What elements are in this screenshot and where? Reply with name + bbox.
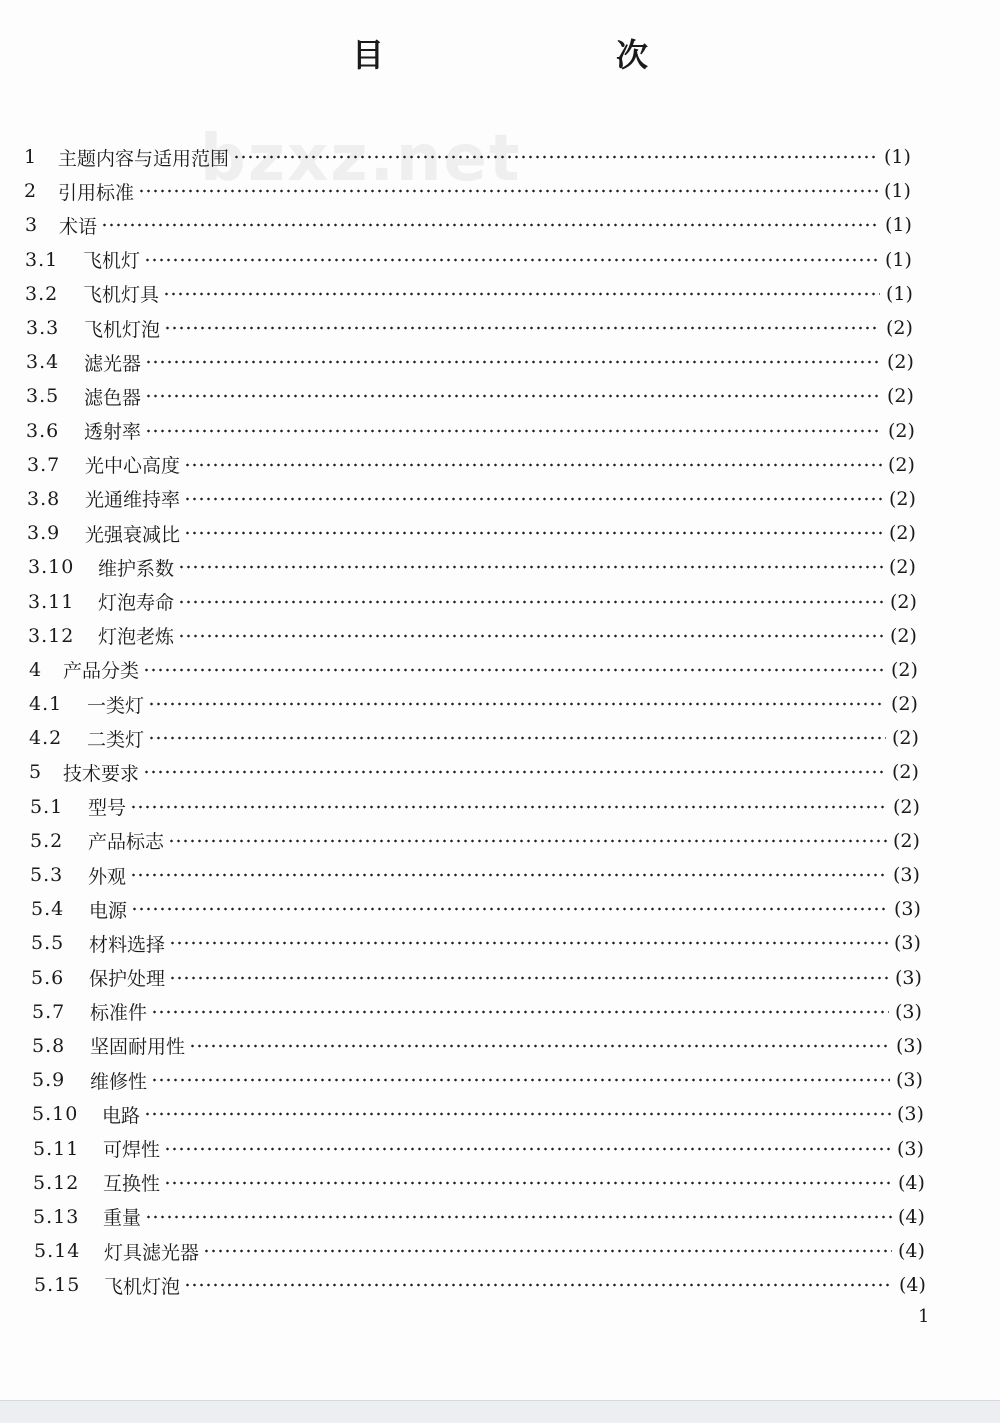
toc-leader-dots xyxy=(184,463,882,467)
toc-entry xyxy=(0,311,1000,345)
toc-entry-page: (1) xyxy=(885,214,912,237)
toc-entry-label: 光强衰减比 xyxy=(85,523,181,546)
toc-entry xyxy=(0,1200,1000,1234)
toc-entry-label: 滤色器 xyxy=(84,386,142,409)
toc-entry-number: 5.8 xyxy=(32,1034,66,1057)
toc-leader-dots xyxy=(148,702,885,706)
toc-entry-label: 产品标志 xyxy=(88,831,165,854)
toc-entry-label: 外观 xyxy=(88,865,127,888)
toc-entry-page: (2) xyxy=(889,487,916,510)
toc-entry xyxy=(0,1268,1000,1302)
toc-entry-label: 互换性 xyxy=(103,1173,161,1196)
toc-entry-page: (2) xyxy=(892,761,919,784)
toc-leader-dots xyxy=(169,976,889,980)
toc-entry-label: 主题内容与适用范围 xyxy=(58,147,230,170)
toc-entry-page: (3) xyxy=(897,1137,924,1160)
toc-entry xyxy=(0,379,1000,413)
toc-entry xyxy=(0,1234,1000,1268)
toc-entry-number: 3.12 xyxy=(28,624,75,647)
toc-leader-dots xyxy=(168,839,887,843)
toc-entry-label: 维护系数 xyxy=(98,557,175,580)
toc-entry xyxy=(0,619,1000,653)
toc-entry xyxy=(0,824,1000,858)
toc-entry-page: (2) xyxy=(888,419,915,442)
toc-entry-label: 飞机灯泡 xyxy=(104,1275,181,1298)
toc-entry-page: (3) xyxy=(895,966,922,989)
toc-entry-label: 透射率 xyxy=(84,421,142,444)
toc-entry-page: (2) xyxy=(887,351,914,374)
toc-entry-number: 2 xyxy=(24,180,38,203)
toc-entry-number: 5.11 xyxy=(33,1137,80,1160)
toc-entry-label: 飞机灯泡 xyxy=(84,318,161,341)
toc-leader-dots xyxy=(130,805,887,809)
toc-entry-page: (2) xyxy=(893,795,920,818)
toc-entry-number: 3 xyxy=(25,214,39,237)
toc-entry-page: (3) xyxy=(894,898,921,921)
toc-leader-dots xyxy=(164,326,880,330)
toc-entry xyxy=(0,448,1000,482)
toc-entry-page: (3) xyxy=(893,864,920,887)
toc-entry xyxy=(0,858,1000,892)
toc-entry-page: (4) xyxy=(898,1171,925,1194)
toc-entry-page: (2) xyxy=(887,385,914,408)
toc-entry-page: (2) xyxy=(886,317,913,340)
toc-entry-page: (4) xyxy=(899,1274,926,1297)
page-number: 1 xyxy=(918,1306,930,1327)
toc-entry xyxy=(0,277,1000,311)
toc-leader-dots xyxy=(131,907,888,911)
toc-entry xyxy=(0,584,1000,618)
toc-entry xyxy=(0,687,1000,721)
toc-entry-number: 5.3 xyxy=(30,864,64,887)
toc-entry-number: 5.12 xyxy=(33,1171,80,1194)
toc-entry-number: 5.4 xyxy=(31,898,65,921)
toc-entry xyxy=(0,1063,1000,1097)
toc-entry-label: 光中心高度 xyxy=(85,455,181,478)
toc-entry-page: (3) xyxy=(895,1000,922,1023)
toc-leader-dots xyxy=(101,223,879,227)
toc-entry-number: 3.7 xyxy=(27,453,61,476)
toc-leader-dots xyxy=(145,394,881,398)
toc-entry-page: (2) xyxy=(890,624,917,647)
toc-leader-dots xyxy=(144,1112,891,1116)
toc-entry xyxy=(0,208,1000,242)
watermark: bzxz.net xyxy=(200,122,522,196)
toc-entry-label: 滤光器 xyxy=(84,352,142,375)
toc-entry xyxy=(0,790,1000,824)
toc-leader-dots xyxy=(184,497,883,501)
toc-entry-page: (2) xyxy=(889,522,916,545)
toc-leader-dots xyxy=(164,1181,892,1185)
toc-leader-dots xyxy=(164,1147,891,1151)
toc-leader-dots xyxy=(189,1044,890,1048)
toc-entry xyxy=(0,414,1000,448)
toc-entry-number: 5.10 xyxy=(32,1103,79,1126)
toc-entry-label: 光通维持率 xyxy=(85,489,181,512)
toc-entry-label: 引用标准 xyxy=(58,181,135,204)
toc-entry-number: 4 xyxy=(29,658,43,681)
toc-entry xyxy=(0,1166,1000,1200)
toc-entry-number: 3.4 xyxy=(26,351,60,374)
toc-entry-label: 一类灯 xyxy=(87,694,145,717)
toc-entry xyxy=(0,345,1000,379)
toc-entry xyxy=(0,174,1000,208)
toc-entry xyxy=(0,961,1000,995)
toc-entry-label: 二类灯 xyxy=(87,728,145,751)
toc-entry-page: (3) xyxy=(897,1103,924,1126)
toc-entry-number: 5.6 xyxy=(31,966,65,989)
toc-entry-label: 飞机灯具 xyxy=(83,284,160,307)
toc-leader-dots xyxy=(145,360,881,364)
toc-leader-dots xyxy=(178,565,883,569)
toc-leader-dots xyxy=(130,873,887,877)
toc-entry-label: 电源 xyxy=(89,899,128,922)
toc-entry-number: 5.9 xyxy=(32,1069,66,1092)
toc-entry-page: (3) xyxy=(896,1069,923,1092)
toc-entry-label: 技术要求 xyxy=(63,762,140,785)
page-title: 目 次 xyxy=(351,36,748,74)
toc-entry-page: (2) xyxy=(891,658,918,681)
toc-leader-dots xyxy=(163,292,880,296)
viewer-bottom-strip xyxy=(0,1400,1000,1423)
toc-entry-number: 3.1 xyxy=(25,248,59,271)
toc-entry-page: (2) xyxy=(892,727,919,750)
toc-entry-page: (1) xyxy=(885,248,912,271)
toc-entry-label: 可焊性 xyxy=(103,1139,161,1162)
toc-entry-label: 术语 xyxy=(59,215,98,238)
toc-entry-page: (2) xyxy=(893,829,920,852)
toc-leader-dots xyxy=(184,1283,893,1287)
toc-entry-number: 5.15 xyxy=(34,1274,81,1297)
toc-entry-number: 5 xyxy=(29,761,43,784)
toc-entry xyxy=(0,926,1000,960)
toc-entry-page: (2) xyxy=(889,556,916,579)
toc-entry xyxy=(0,140,1000,174)
toc-entry-label: 灯泡老炼 xyxy=(98,626,175,649)
toc-entry-number: 3.10 xyxy=(28,556,75,579)
toc-leader-dots xyxy=(145,1215,892,1219)
toc-entry-page: (1) xyxy=(884,180,911,203)
toc-entry-number: 3.3 xyxy=(26,317,60,340)
toc-entry xyxy=(0,550,1000,584)
toc-entry-number: 1 xyxy=(24,146,38,169)
toc-leader-dots xyxy=(184,531,883,535)
toc-entry-number: 3.9 xyxy=(27,522,61,545)
toc-entry-number: 5.13 xyxy=(33,1205,80,1228)
toc-entry xyxy=(0,243,1000,277)
toc-entry-label: 飞机灯 xyxy=(83,250,141,273)
toc-entry-label: 型号 xyxy=(88,797,127,820)
toc-leader-dots xyxy=(148,736,886,740)
toc-entry-label: 维修性 xyxy=(90,1070,148,1093)
toc-entry-label: 重量 xyxy=(103,1207,142,1230)
toc-leader-dots xyxy=(178,600,884,604)
toc-entry-number: 3.6 xyxy=(26,419,60,442)
toc-entry xyxy=(0,995,1000,1029)
toc-entry-number: 4.1 xyxy=(29,693,63,716)
toc-entry-number: 5.2 xyxy=(30,829,64,852)
toc-leader-dots xyxy=(145,429,882,433)
toc-entry xyxy=(0,653,1000,687)
toc-entry-page: (3) xyxy=(896,1034,923,1057)
toc-entry-page: (4) xyxy=(898,1205,925,1228)
toc-entry-page: (4) xyxy=(898,1240,925,1263)
toc-leader-dots xyxy=(233,155,878,159)
toc-entry-page: (1) xyxy=(884,146,911,169)
toc-entry xyxy=(0,721,1000,755)
toc-entry-number: 5.7 xyxy=(32,1000,66,1023)
toc-entry-label: 材料选择 xyxy=(89,933,166,956)
toc-entry-label: 产品分类 xyxy=(63,660,140,683)
toc-entry-number: 3.8 xyxy=(27,487,61,510)
toc-leader-dots xyxy=(138,189,878,193)
toc-entry xyxy=(0,755,1000,789)
toc-entry-number: 5.5 xyxy=(31,932,65,955)
toc-leader-dots xyxy=(178,634,884,638)
toc-entry xyxy=(0,1131,1000,1165)
toc-entry-page: (2) xyxy=(890,590,917,613)
toc-entry-label: 灯具滤光器 xyxy=(104,1241,200,1264)
toc-leader-dots xyxy=(144,258,879,262)
toc-leader-dots xyxy=(151,1010,889,1014)
toc-entry xyxy=(0,516,1000,550)
toc-entry-label: 电路 xyxy=(102,1104,141,1127)
toc-entry-page: (2) xyxy=(888,453,915,476)
toc-leader-dots xyxy=(169,941,888,945)
toc-entry-number: 3.5 xyxy=(26,385,60,408)
toc-entry xyxy=(0,482,1000,516)
toc-entry-page: (2) xyxy=(891,693,918,716)
toc-entry-page: (1) xyxy=(886,282,913,305)
toc-entry-number: 5.1 xyxy=(30,795,64,818)
toc-entry xyxy=(0,1097,1000,1131)
toc-leader-dots xyxy=(143,668,885,672)
toc-leader-dots xyxy=(203,1249,892,1253)
toc-entry-page: (3) xyxy=(894,932,921,955)
toc-entry xyxy=(0,892,1000,926)
toc-entry-label: 坚固耐用性 xyxy=(90,1036,186,1059)
toc-entry-label: 标准件 xyxy=(90,1002,148,1025)
toc-entry-number: 3.11 xyxy=(28,590,75,613)
toc-entry-label: 灯泡寿命 xyxy=(98,592,175,615)
toc-entry-number: 4.2 xyxy=(29,727,63,750)
toc-entry xyxy=(0,1029,1000,1063)
toc-entry-number: 3.2 xyxy=(25,282,59,305)
table-of-contents xyxy=(0,140,1000,1302)
toc-leader-dots xyxy=(151,1078,890,1082)
toc-entry-number: 5.14 xyxy=(34,1240,81,1263)
toc-leader-dots xyxy=(143,770,886,774)
toc-entry-label: 保护处理 xyxy=(89,968,166,991)
